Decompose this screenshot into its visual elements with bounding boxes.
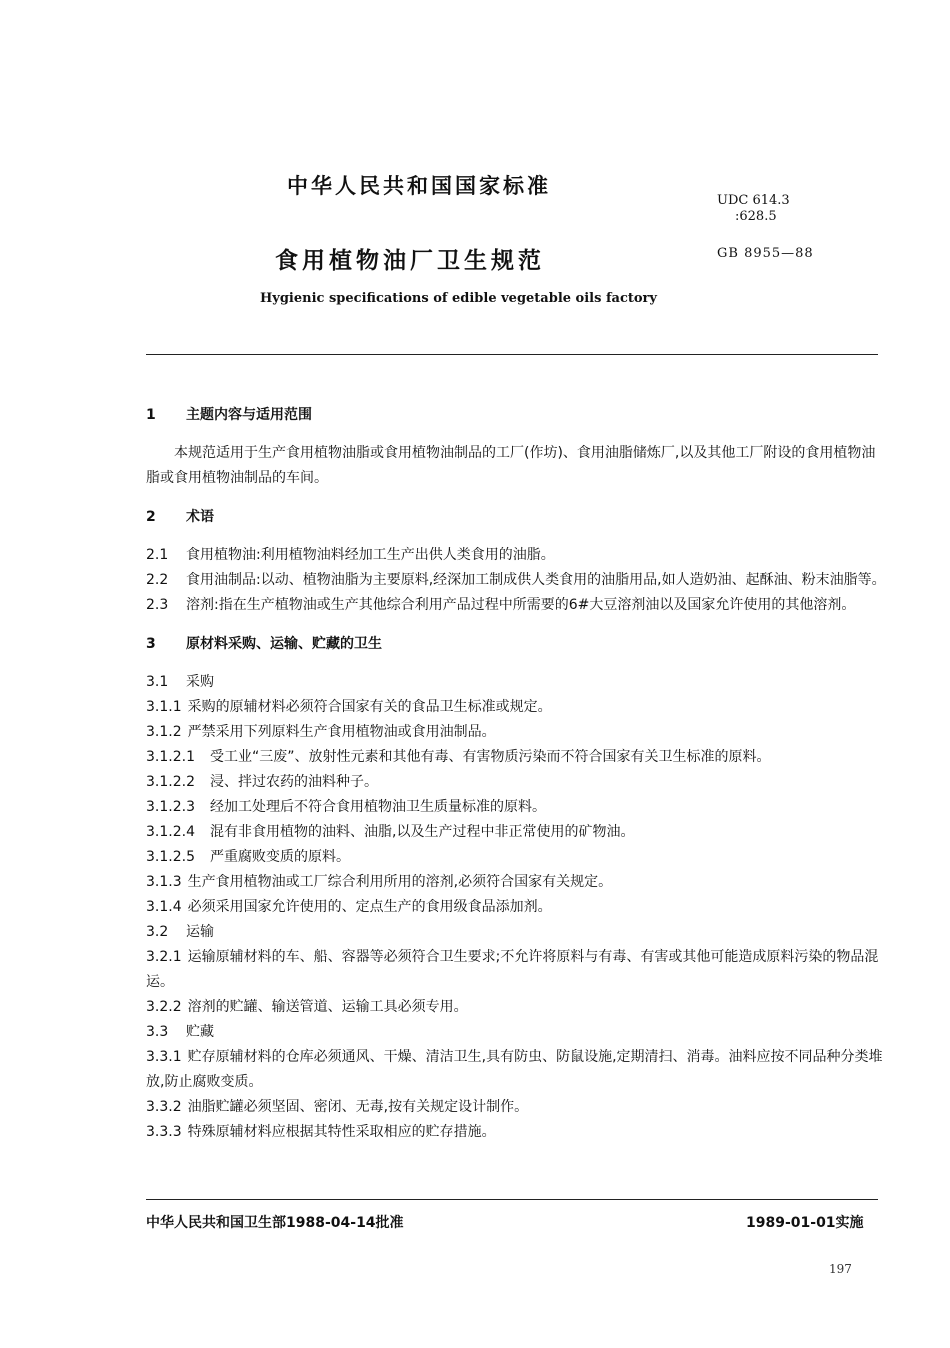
page-number: 197	[829, 1262, 852, 1276]
gb-number: GB 8955—88	[717, 246, 814, 261]
document-title-cn: 食用植物油厂卫生规范	[275, 248, 545, 274]
clause-text: 运输原辅材料的车、船、容器等必须符合卫生要求;不允许将原料与有毒、有害或其他可能造成原料污染的物品混运。	[146, 949, 879, 990]
section-title: 主题内容与适用范围	[186, 407, 312, 423]
clause-text: 贮存原辅材料的仓库必须通风、干燥、清洁卫生,具有防虫、防鼠设施,定期清扫、消毒。油料应按不同品种分类堆放,防止腐败变质。	[146, 1049, 883, 1090]
document-title-en: Hygienic specifications of edible vegetable oils factory	[260, 291, 657, 306]
clause-3-1-4	[146, 895, 886, 920]
subsection-3-1	[146, 670, 886, 695]
clause-text: 食用植物油:利用植物油料经加工生产出供人类食用的油脂。	[186, 547, 555, 563]
clause-3-1-2-2	[146, 770, 886, 795]
section-1-body: 本规范适用于生产食用植物油脂或食用植物油制品的工厂(作坊)、食用油脂储炼厂,以及其他工厂附设的食用植物油脂或食用植物油制品的车间。	[146, 445, 876, 486]
section-2-heading	[146, 505, 886, 530]
clause-2-2	[146, 568, 886, 593]
clause-text: 溶剂的贮罐、输送管道、运输工具必须专用。	[187, 999, 468, 1015]
clause-number: 3.1.2	[146, 724, 182, 740]
section-number: 1	[146, 407, 156, 423]
clause-number: 3.3.2	[146, 1099, 182, 1115]
clause-text: 混有非食用植物的油料、油脂,以及生产过程中非正常使用的矿物油。	[210, 824, 635, 840]
clause-number: 3.1.2.3	[146, 799, 195, 815]
clause-number: 3.1.1	[146, 699, 182, 715]
udc-line-2: :628.5	[735, 209, 777, 224]
clause-number: 3.2	[146, 924, 169, 940]
clause-3-1-2-1	[146, 745, 886, 770]
clause-number: 3.1	[146, 674, 169, 690]
clause-number: 3.2.2	[146, 999, 182, 1015]
clause-number: 2.2	[146, 572, 169, 588]
clause-text: 浸、拌过农药的油料种子。	[210, 774, 378, 790]
clause-3-3-3	[146, 1120, 886, 1145]
clause-number: 3.1.2.4	[146, 824, 195, 840]
clause-text: 采购的原辅材料必须符合国家有关的食品卫生标准或规定。	[187, 699, 552, 715]
section-title: 原材料采购、运输、贮藏的卫生	[186, 636, 382, 652]
clause-number: 3.1.4	[146, 899, 182, 915]
clause-3-1-2-5	[146, 845, 886, 870]
clause-text: 油脂贮罐必须坚固、密闭、无毒,按有关规定设计制作。	[187, 1099, 529, 1115]
clause-text: 贮藏	[186, 1024, 214, 1040]
section-1-heading	[146, 403, 886, 428]
clause-3-2-1	[146, 945, 886, 995]
section-number: 3	[146, 636, 156, 652]
clause-number: 3.3	[146, 1024, 169, 1040]
clause-number: 2.1	[146, 547, 169, 563]
clause-text: 运输	[186, 924, 214, 940]
subsection-3-2	[146, 920, 886, 945]
document-body	[146, 403, 886, 1145]
clause-number: 3.1.2.5	[146, 849, 195, 865]
clause-number: 2.3	[146, 597, 169, 613]
clause-number: 3.3.3	[146, 1124, 182, 1140]
approval-note: 中华人民共和国卫生部1988-04-14批准	[146, 1215, 404, 1231]
clause-3-1-2	[146, 720, 886, 745]
clause-text: 生产食用植物油或工厂综合利用所用的溶剂,必须符合国家有关规定。	[187, 874, 613, 890]
clause-text: 严禁采用下列原料生产食用植物油或食用油制品。	[187, 724, 496, 740]
clause-text: 溶剂:指在生产植物油或生产其他综合利用产品过程中所需要的6#大豆溶剂油以及国家允许使用的其他溶剂。	[186, 597, 856, 613]
clause-2-3	[146, 593, 886, 618]
clause-2-1	[146, 543, 886, 568]
section-title: 术语	[186, 509, 214, 525]
clause-3-3-2	[146, 1095, 886, 1120]
clause-3-1-1	[146, 695, 886, 720]
clause-number: 3.1.2.2	[146, 774, 195, 790]
udc-code	[717, 193, 790, 225]
header-divider	[146, 354, 878, 355]
clause-3-3-1	[146, 1045, 886, 1095]
clause-text: 受工业“三废”、放射性元素和其他有毒、有害物质污染而不符合国家有关卫生标准的原料。	[210, 749, 771, 765]
clause-number: 3.2.1	[146, 949, 182, 965]
clause-text: 食用油制品:以动、植物油脂为主要原料,经深加工制成供人类食用的油脂用品,如人造奶油、起酥油、粉末油脂等。	[186, 572, 886, 588]
clause-text: 特殊原辅材料应根据其特性采取相应的贮存措施。	[187, 1124, 496, 1140]
effective-date: 1989-01-01实施	[746, 1215, 864, 1231]
clause-number: 3.1.2.1	[146, 749, 195, 765]
clause-text: 经加工处理后不符合食用植物油卫生质量标准的原料。	[210, 799, 546, 815]
udc-line-1: UDC 614.3	[717, 193, 790, 208]
standard-header-title: 中华人民共和国国家标准	[287, 174, 551, 198]
clause-3-2-2	[146, 995, 886, 1020]
section-number: 2	[146, 509, 156, 525]
subsection-3-3	[146, 1020, 886, 1045]
clause-text: 采购	[186, 674, 214, 690]
clause-text: 严重腐败变质的原料。	[210, 849, 350, 865]
clause-3-1-2-4	[146, 820, 886, 845]
clause-text: 必须采用国家允许使用的、定点生产的食用级食品添加剂。	[187, 899, 552, 915]
clause-3-1-3	[146, 870, 886, 895]
section-3-heading	[146, 632, 886, 657]
clause-number: 3.1.3	[146, 874, 182, 890]
clause-number: 3.3.1	[146, 1049, 182, 1065]
footer-divider	[146, 1199, 878, 1200]
clause-3-1-2-3	[146, 795, 886, 820]
